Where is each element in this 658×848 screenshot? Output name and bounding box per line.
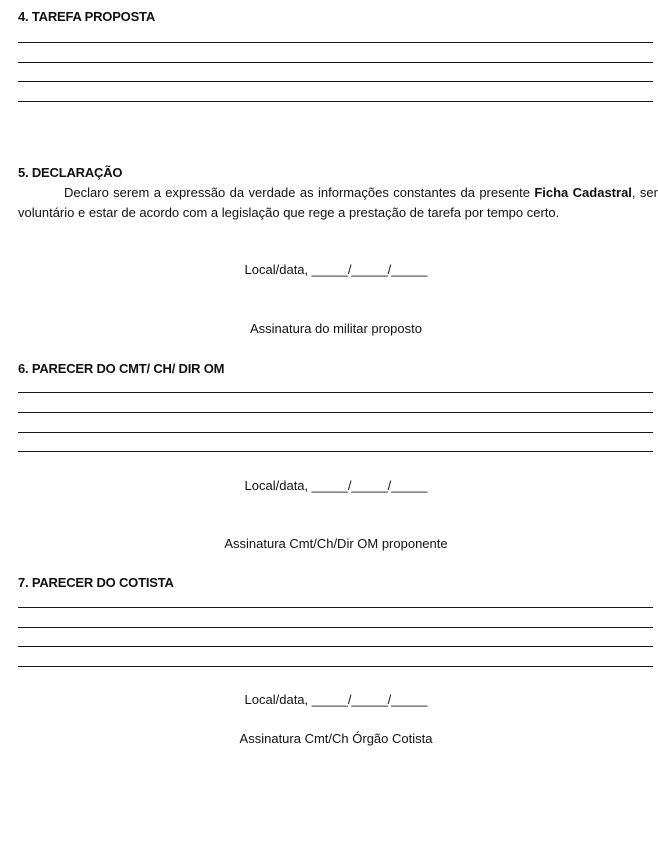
section-7-title: 7. PARECER DO COTISTA (18, 575, 174, 590)
declaration-text-end: , ser voluntário e estar de acordo com a legislação que rege a prestação de tarefa por tempo certo. (18, 185, 658, 220)
answer-line (18, 101, 653, 102)
answer-line (18, 432, 653, 433)
section-6-title: 6. PARECER DO CMT/ CH/ DIR OM (18, 361, 225, 376)
answer-line (18, 81, 653, 82)
answer-line (18, 451, 653, 452)
answer-line (18, 392, 653, 393)
declaration-text-start: Declaro serem a expressão da verdade as informações constantes da presente (64, 185, 535, 200)
answer-line (18, 646, 653, 647)
answer-line (18, 607, 653, 608)
declaration-paragraph (18, 183, 658, 223)
answer-line (18, 666, 653, 667)
answer-line (18, 62, 653, 63)
section-4-title: 4. TAREFA PROPOSTA (18, 9, 156, 24)
local-data-line: Local/data, _____/_____/_____ (244, 478, 428, 493)
answer-line (18, 42, 653, 43)
signature-label: Assinatura do militar proposto (250, 321, 422, 336)
declaration-bold-ficha: Ficha Cadastral (534, 185, 632, 200)
answer-line (18, 412, 653, 413)
local-data-line: Local/data, _____/_____/_____ (244, 262, 428, 277)
signature-label: Assinatura Cmt/Ch Órgão Cotista (239, 731, 433, 746)
signature-label: Assinatura Cmt/Ch/Dir OM proponente (224, 536, 448, 551)
local-data-line: Local/data, _____/_____/_____ (244, 692, 428, 707)
answer-line (18, 627, 653, 628)
section-5-title: 5. DECLARAÇÃO (18, 165, 123, 180)
